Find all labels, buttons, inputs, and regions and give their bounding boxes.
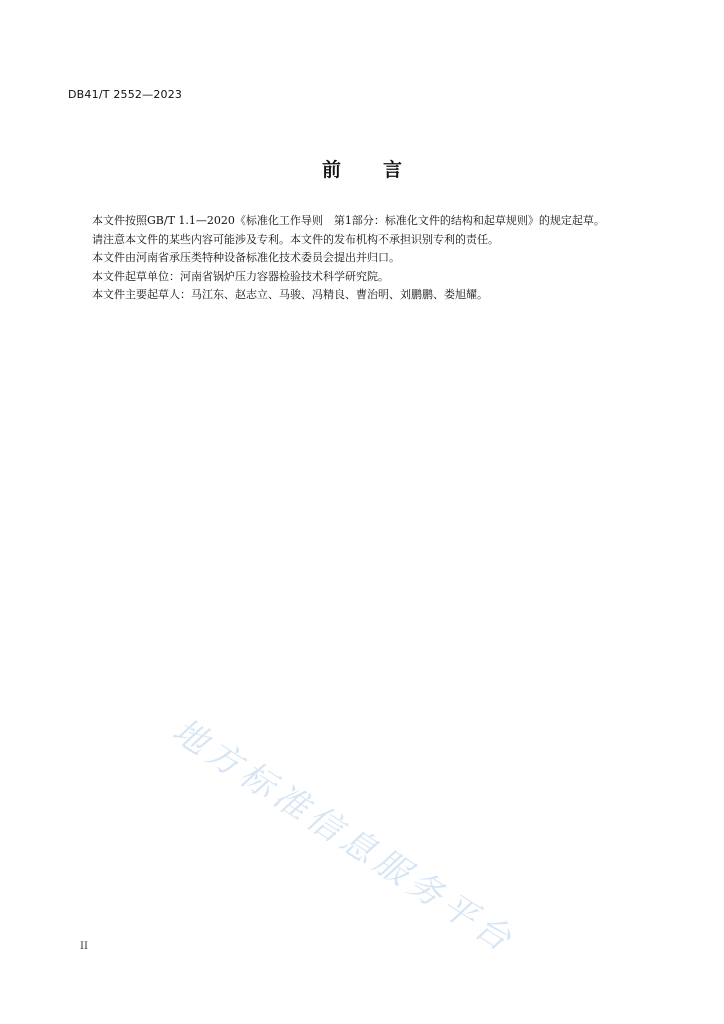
paragraph-drafters: 本文件主要起草人：马江东、赵志立、马骏、冯精良、曹治明、刘鹏鹏、娄旭耀。 [92,288,488,301]
paragraph-drafting-unit: 本文件起草单位：河南省锅炉压力容器检验技术科学研究院。 [92,269,389,283]
paragraph-patent-notice: 请注意本文件的某些内容可能涉及专利。本文件的发布机构不承担识别专利的责任。 [92,232,499,246]
page-title [0,155,724,182]
paragraph-proposer: 本文件由河南省承压类特种设备标准化技术委员会提出并归口。 [92,251,400,264]
title-char-1: 前 [321,159,341,181]
title-char-2: 言 [383,159,403,181]
page-number: II [80,941,88,952]
watermark: 地方标准信息服务平台 [165,710,523,963]
foreword-body [68,212,640,305]
standard-code: DB41/T 2552—2023 [68,88,183,101]
paragraph-drafting-rules: 本文件按照GB/T 1.1—2020《标准化工作导则 第1部分：标准化文件的结构和起草规则》的规定起草。 [92,214,605,227]
